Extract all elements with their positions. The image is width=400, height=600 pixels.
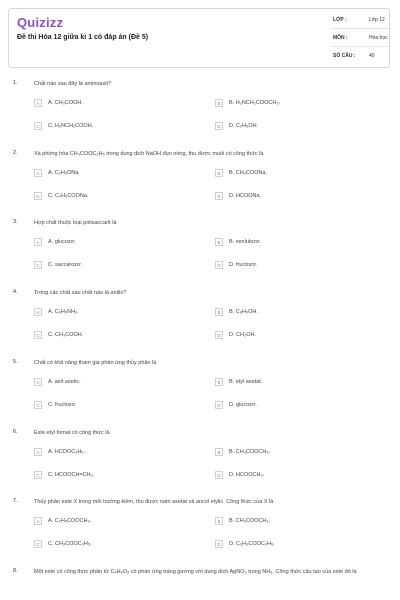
document-header xyxy=(8,8,390,68)
question-text: Một este có công thức phân tử C₄H₆O₂ có phản ứng tráng gương với dung dịch AgNO₃ trong NH₃. Công thức cấu tạo của este đó là xyxy=(34,569,357,575)
option-key: B xyxy=(215,448,223,456)
question-number: 1. xyxy=(13,80,18,86)
option-key: B xyxy=(215,378,223,386)
option-text: A. HCOOC₂H₅. xyxy=(48,449,86,455)
option-key: B xyxy=(215,308,223,316)
meta-row-count xyxy=(331,49,389,65)
option-key: A xyxy=(34,99,42,107)
option-text: A. axit axetic. xyxy=(48,379,81,385)
option-text: B. CH₃COOCH₃. xyxy=(229,518,271,524)
option-text: A. C₂H₅ONa. xyxy=(48,170,80,176)
option-text: B. H₂NCH₂COOCH₃. xyxy=(229,100,281,106)
option-text: B. C₆H₅OH. xyxy=(229,309,258,315)
option-key: B xyxy=(215,99,223,107)
option-key: C xyxy=(34,471,42,479)
meta-value: Hóa học xyxy=(369,35,388,41)
question-number: 3. xyxy=(13,219,18,225)
option-key: D xyxy=(215,261,223,269)
question-number: 6. xyxy=(13,429,18,435)
option-text: B. xenlulozơ. xyxy=(229,239,262,245)
option-text: D. HCOONa. xyxy=(229,193,262,199)
option-key: C xyxy=(34,540,42,548)
option-text: D. HCOOCH₃. xyxy=(229,472,265,478)
option-key: A xyxy=(34,238,42,246)
option-text: B. CH₃COOCH₃. xyxy=(229,449,271,455)
question-text: Hợp chất thuộc loại polisaccarit là xyxy=(34,220,117,226)
option-key: D xyxy=(215,540,223,548)
option-text: C. C₂H₅COONa. xyxy=(48,193,89,199)
question-text: Este etyl fomat có công thức là xyxy=(34,430,110,436)
option-key: C xyxy=(34,331,42,339)
option-key: A xyxy=(34,378,42,386)
option-key: D xyxy=(215,331,223,339)
option-key: A xyxy=(34,448,42,456)
option-text: D. CH₃OH. xyxy=(229,332,256,338)
meta-value: Lớp 12 xyxy=(369,17,385,23)
option-key: B xyxy=(215,169,223,177)
question-number: 5. xyxy=(13,359,18,365)
question-number: 7. xyxy=(13,498,18,504)
option-text: A. C₂H₅COOCH₃. xyxy=(48,518,92,524)
option-key: A xyxy=(34,517,42,525)
option-text: C. fructozơ. xyxy=(48,402,77,408)
option-text: C. H₂NCH₂COOH. xyxy=(48,123,94,129)
option-key: A xyxy=(34,169,42,177)
option-text: D. glucozơ. xyxy=(229,402,258,408)
option-key: D xyxy=(215,471,223,479)
option-text: A. glucozơ. xyxy=(48,239,76,245)
quizizz-logo: Quizizz xyxy=(17,15,64,30)
option-key: B xyxy=(215,238,223,246)
option-key: B xyxy=(215,517,223,525)
question-number: 8. xyxy=(13,568,18,574)
option-key: D xyxy=(215,192,223,200)
meta-value: 40 xyxy=(369,53,375,59)
option-text: D. fructozơ. xyxy=(229,262,258,268)
option-key: C xyxy=(34,122,42,130)
option-key: C xyxy=(34,261,42,269)
option-text: B. etyl axetat. xyxy=(229,379,263,385)
meta-label: LỚP : xyxy=(333,17,347,23)
option-key: C xyxy=(34,401,42,409)
option-text: C. CH₃COOC₂H₅. xyxy=(48,541,92,547)
option-text: A. CH₃COOH. xyxy=(48,100,83,106)
option-key: D xyxy=(215,401,223,409)
option-text: D. C₂H₃COOC₂H₅. xyxy=(229,541,275,547)
option-text: C. HCOOCH=CH₂. xyxy=(48,472,95,478)
question-text: Xà phòng hóa CH₃COOC₂H₅ trong dung dịch NaOH đun nóng, thu được muối có công thức là xyxy=(34,151,264,157)
option-key: D xyxy=(215,122,223,130)
question-text: Chất có khả năng tham gia phản ứng thủy phân là xyxy=(34,360,157,366)
question-text: Thủy phân este X trong môi trường kiềm, thu được natri axetat và ancol etylic. Công thức của X là xyxy=(34,499,274,505)
option-key: A xyxy=(34,308,42,316)
option-text: A. C₆H₅NH₂. xyxy=(48,309,79,315)
meta-row-subject xyxy=(331,31,389,47)
option-key: C xyxy=(34,192,42,200)
meta-label: MÔN : xyxy=(333,35,348,41)
question-text: Chất nào sau đây là aminoaxit? xyxy=(34,81,112,87)
option-text: D. C₂H₅OH. xyxy=(229,123,259,129)
option-text: C. CH₃COOH. xyxy=(48,332,84,338)
meta-label: SỐ CÂU : xyxy=(333,53,356,59)
question-number: 2. xyxy=(13,150,18,156)
page-title: Đề thi Hóa 12 giữa kì 1 có đáp án (Đề 5) xyxy=(17,34,149,41)
meta-row-class xyxy=(331,13,389,29)
question-text: Trong các chất sau chất nào là anilin? xyxy=(34,290,127,296)
question-number: 4. xyxy=(13,289,18,295)
option-text: C. saccarozơ. xyxy=(48,262,83,268)
option-text: B. CH₃COONa. xyxy=(229,170,267,176)
